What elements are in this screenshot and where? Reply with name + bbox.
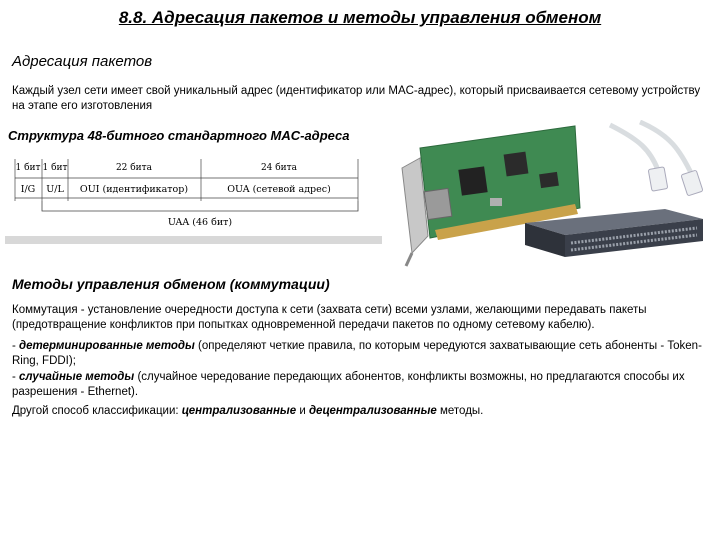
classification-mid: и	[296, 405, 309, 417]
pcb-chip	[539, 172, 559, 188]
diagram-bottom-band	[5, 236, 382, 244]
mac-structure-heading: Структура 48-битного стандартного MAC-адреса	[8, 128, 350, 143]
label-oua-bits: 24 бита	[260, 163, 298, 173]
addressing-text: Каждый узел сети имеет свой уникальный адрес (идентификатор или MAC-адрес), который присваивается сетевому устройству на этапе его изготовления	[12, 85, 701, 112]
centralized-term: централизованные	[181, 405, 297, 417]
methods-heading: Методы управления обменом (коммутации)	[12, 276, 330, 292]
card-port	[424, 188, 452, 219]
uaa-label: UAA (46 бит)	[167, 217, 233, 228]
random-rest: (случайное чередование передающих абонентов, конфликты возможны, но предлагаются способы их разрешения - Ethernet).	[12, 371, 685, 398]
rj45-plug	[681, 170, 703, 196]
label-ig-bits: 1 бит	[15, 163, 41, 173]
pcb-chip	[458, 166, 487, 195]
cell-ig: I/G	[20, 184, 36, 195]
pcb-component	[490, 198, 502, 206]
rj45-plug	[648, 167, 668, 191]
deterministic-rest: (определяют четкие правила, по которым чередуются захватывающие сеть абоненты - Token-Ring, FDDI);	[12, 340, 702, 367]
random-prefix: -	[12, 371, 20, 383]
decentralized-term: децентрализованные	[308, 405, 437, 417]
random-text	[12, 370, 702, 400]
deterministic-term: детерминированные методы	[19, 340, 195, 352]
cell-oua: OUA (сетевой адрес)	[227, 184, 331, 195]
mac-structure-diagram	[5, 148, 382, 248]
cell-ul: U/L	[46, 184, 64, 195]
pcb-chip	[504, 152, 529, 177]
random-term: случайные методы	[19, 371, 135, 383]
label-ul-bits: 1 бит	[42, 163, 68, 173]
addressing-heading: Адресация пакетов	[12, 53, 153, 70]
classification-prefix: Другой способ классификации:	[12, 405, 182, 417]
deterministic-prefix: -	[12, 340, 20, 352]
deterministic-text	[12, 339, 702, 369]
cell-oui: OUI (идентификатор)	[79, 184, 189, 195]
network-switch-image	[515, 205, 705, 265]
classification-suffix: методы.	[436, 405, 484, 417]
bracket-tab	[406, 253, 412, 266]
page-title: 8.8. Адресация пакетов и методы управления обменом	[118, 8, 602, 27]
classification-text	[12, 404, 702, 419]
cable-wire	[610, 125, 658, 170]
network-cables-image	[600, 120, 720, 210]
label-oui-bits: 22 бита	[115, 163, 153, 173]
commutation-text: Коммутация - установление очередности доступа к сети (захвата сети) всеми узлами, желающими передавать пакеты (предотвращение конфликтов при попытках одновременной передачи пакетов по одному сетевому кабелю).	[12, 304, 647, 331]
